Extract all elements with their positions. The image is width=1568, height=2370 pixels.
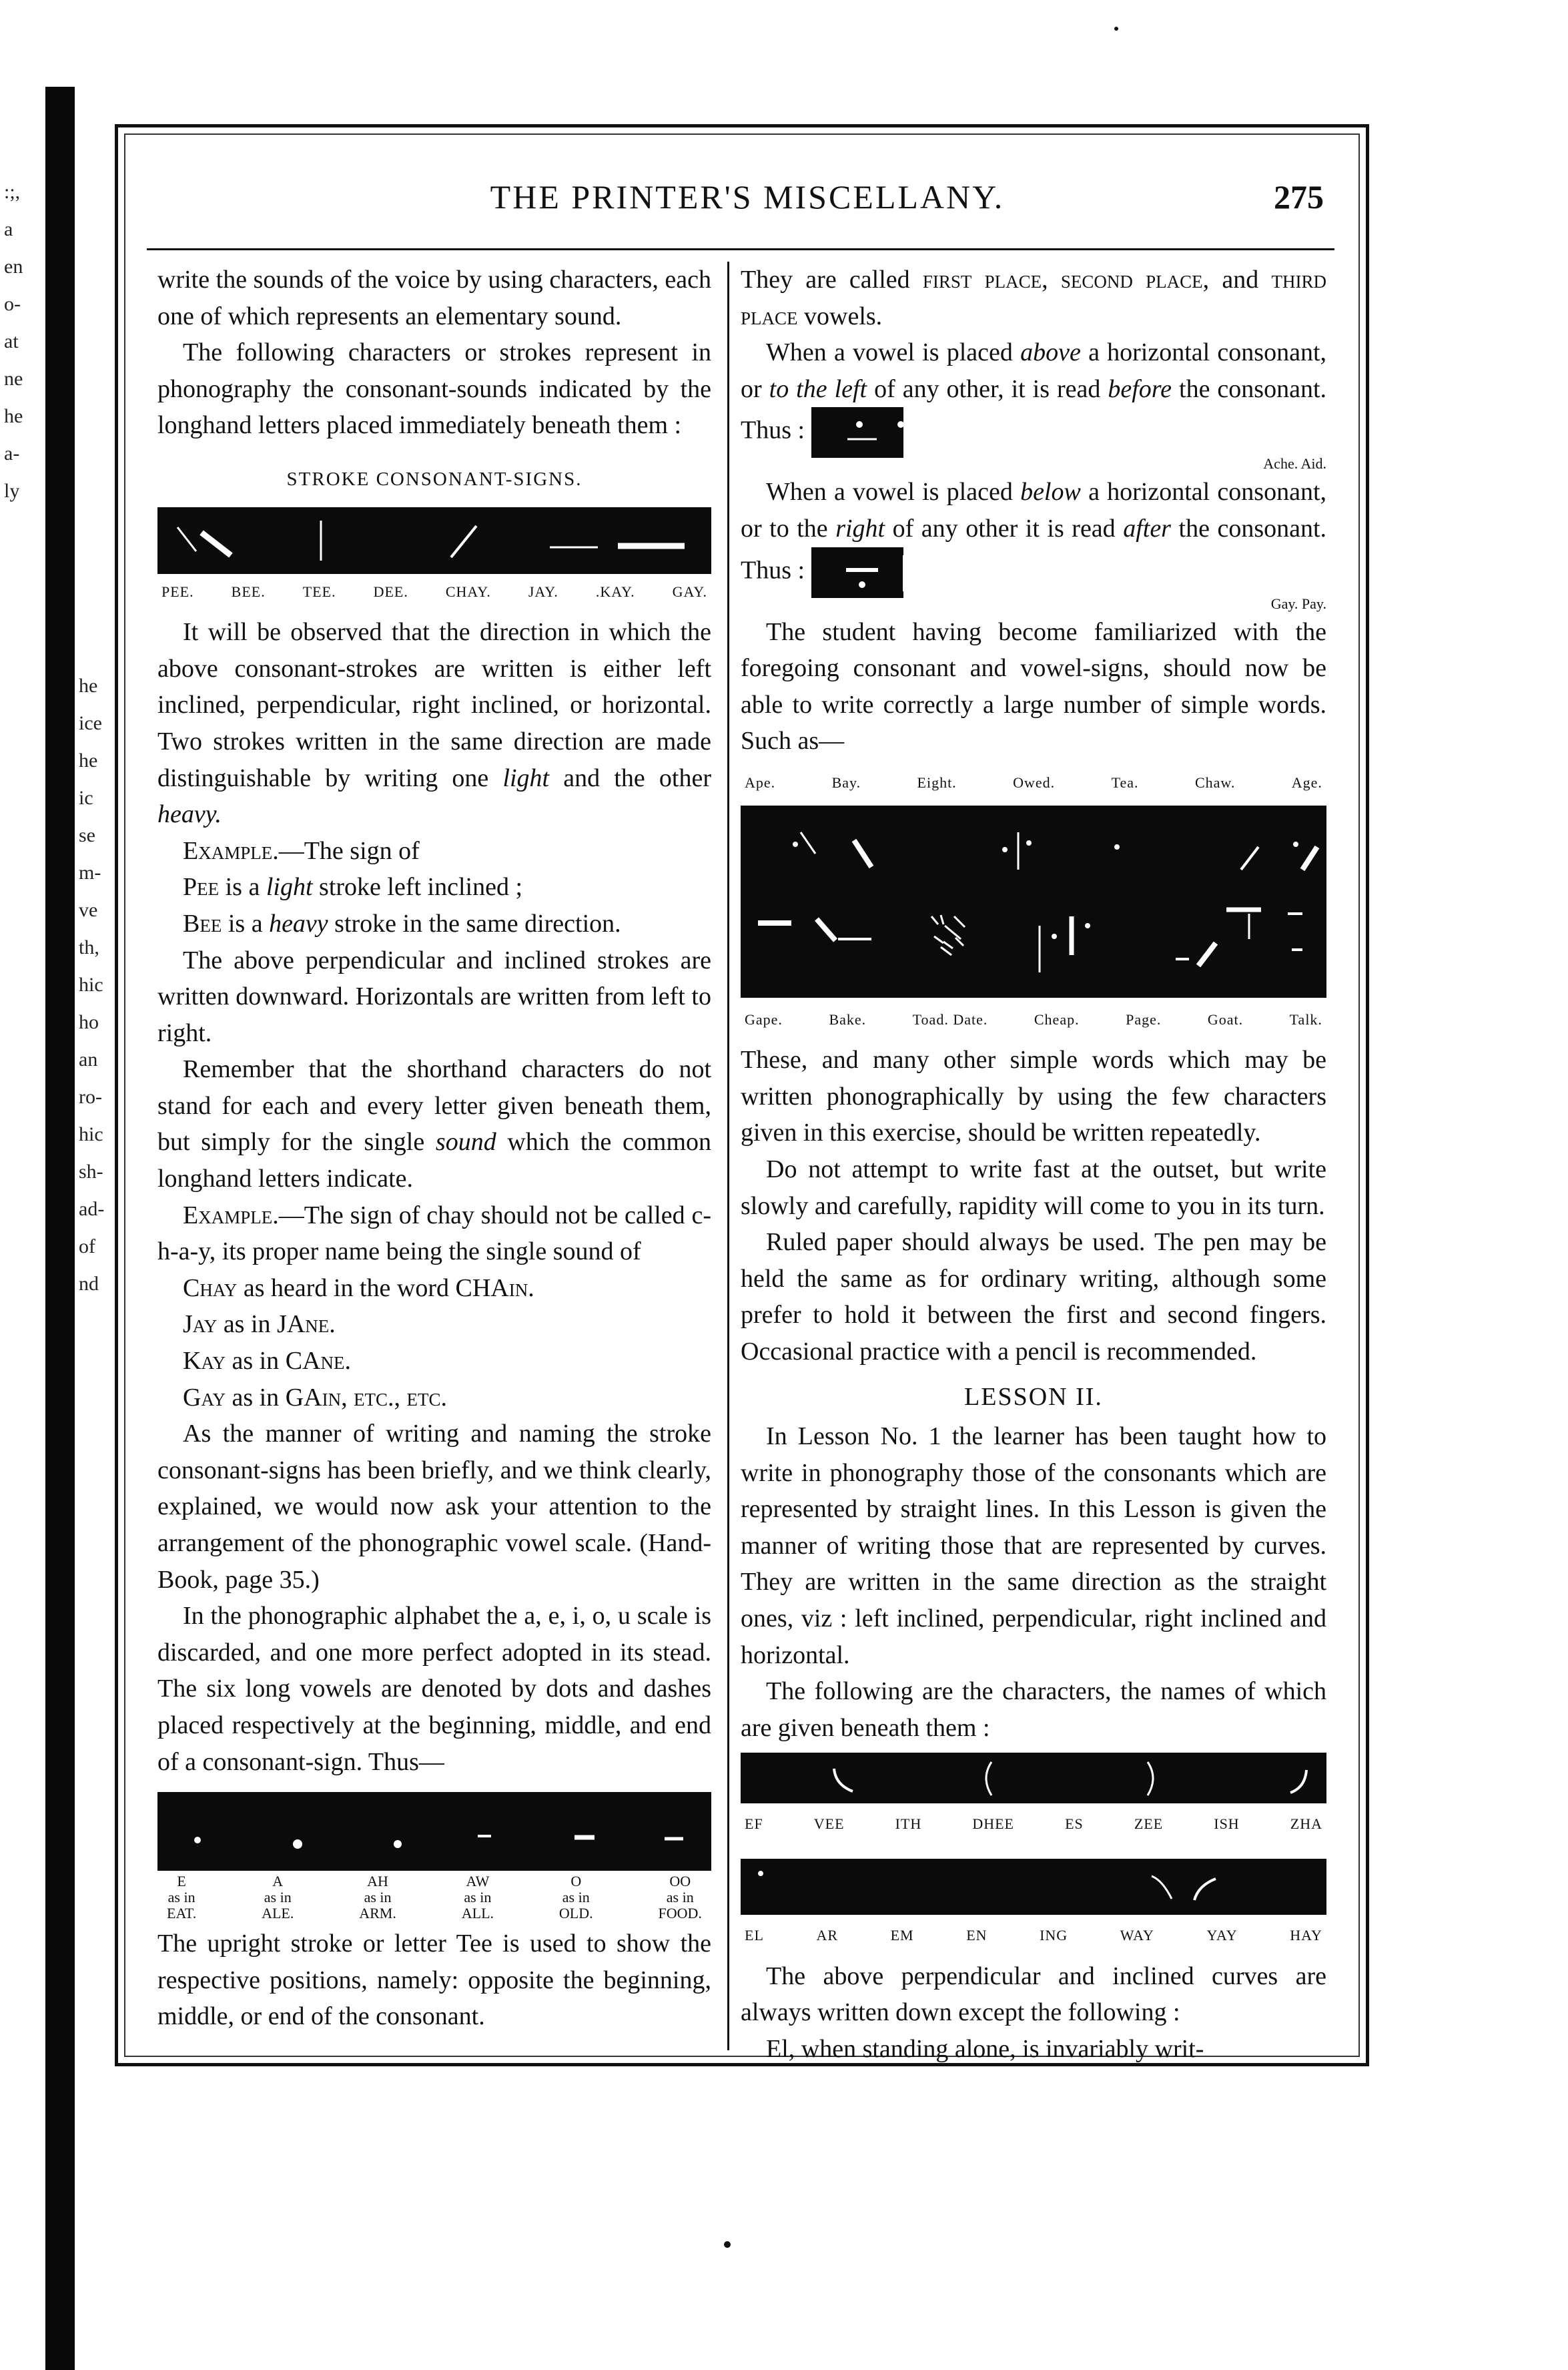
margin-fragment: :;,	[4, 181, 21, 203]
margin-fragment: nd	[79, 1273, 99, 1295]
stroke-label: DEE.	[373, 583, 408, 600]
vowel-dot	[293, 1839, 302, 1849]
paragraph: The following characters or strokes represent in phonography the consonant-sounds indicated by the longhand letters placed immediately beneath them :	[157, 338, 711, 440]
curve-signs-figure-1	[741, 1753, 1326, 1803]
running-title: THE PRINTER'S MISCELLANY.	[490, 178, 1005, 216]
margin-fragment: ve	[79, 899, 98, 921]
margin-fragment: sh-	[79, 1161, 103, 1183]
margin-fragment: an	[79, 1049, 98, 1071]
word-label: Page.	[1126, 1010, 1162, 1028]
margin-fragment: of	[79, 1235, 95, 1257]
figure-caption: Gay. Pay.	[1270, 595, 1326, 612]
ache-aid-figure	[811, 407, 903, 458]
margin-fragment: ice	[79, 712, 102, 734]
word-label: Bay.	[831, 774, 861, 791]
stroke-label: PEE.	[161, 583, 194, 600]
curve-label: ZHA	[1290, 1815, 1322, 1833]
bee-stroke	[202, 533, 231, 555]
curve-signs-figure-2	[741, 1859, 1326, 1915]
example-line: Bee is a heavy stroke in the same direction.	[183, 909, 621, 938]
curve-label: ITH	[895, 1815, 922, 1833]
word-labels-bottom	[741, 1002, 1326, 1039]
paragraph: Do not attempt to write fast at the outset, but write slowly and carefully, rapidity will come to you in its turn.	[741, 1155, 1326, 1220]
paragraph: The above perpendicular and inclined strokes are written downward. Horizontals are written from left to right.	[157, 946, 711, 1047]
paragraph: El, when standing alone, is invariably writ-	[766, 2034, 1204, 2063]
example-line: Chay as heard in the word CHAin.	[183, 1273, 534, 1302]
paragraph: The above perpendicular and inclined curves are always written down except the following :	[741, 1962, 1326, 2027]
vowel-label: E as in EAT.	[167, 1873, 197, 1922]
curve-label: VEE	[813, 1815, 845, 1833]
word-label: Owed.	[1013, 774, 1056, 791]
paragraph: It will be observed that the direction in which the above consonant-strokes are written is either left inclined, perpendicular, right inclined, or horizontal. Two strokes written in the same direction are made distinguishable by writing one light and the other heavy.	[157, 618, 712, 829]
word-label: Cheap.	[1034, 1010, 1080, 1028]
margin-fragment: ne	[4, 368, 23, 390]
word-label: Talk.	[1289, 1010, 1322, 1028]
word-label: Ape.	[745, 774, 776, 791]
vowel-scale-plate	[157, 1792, 711, 1871]
curve-signs-plate-2	[741, 1859, 1326, 1915]
paragraph: In Lesson No. 1 the learner has been taught how to write in phonography those of the consonants which are represented by straight lines. In this Lesson is given the manner of writing those that are represented by curves. They are written in the same direction as the straight ones, viz : left inclined, perpendicular, right inclined and horizontal.	[741, 1422, 1326, 1669]
margin-fragments-inner	[79, 667, 119, 1303]
curve-label: EF	[745, 1815, 763, 1833]
margin-fragment: m-	[79, 862, 101, 884]
header-rule	[147, 248, 1334, 250]
margin-fragment: o-	[4, 293, 21, 315]
ink-speck	[724, 2241, 731, 2248]
word-labels-top	[741, 765, 1326, 802]
vowel-label: OO as in FOOD.	[658, 1873, 702, 1922]
margin-fragment: ho	[79, 1011, 99, 1033]
curve-label: EN	[966, 1927, 988, 1944]
stroke-label: GAY.	[672, 583, 707, 600]
chay-stroke	[451, 526, 476, 557]
curve-label: ISH	[1214, 1815, 1240, 1833]
page-number: 275	[1274, 178, 1324, 216]
left-column	[157, 262, 711, 2035]
gay-pay-figure	[811, 547, 903, 598]
vowel-dot	[194, 1837, 201, 1843]
curve-signs-plate-1	[741, 1753, 1326, 1803]
curve-labels-1	[741, 1806, 1326, 1843]
stroke-labels	[157, 574, 711, 611]
paragraph: When a vowel is placed below a horizontal consonant, or to the right of any other it is read after the consonant. Thus :	[741, 474, 1326, 597]
curve-label: YAY	[1206, 1927, 1238, 1944]
paragraph: These, and many other simple words which may be written phonographically by using the few characters given in this exercise, should be written repeatedly.	[741, 1046, 1326, 1147]
paragraph: The following are the characters, the names of which are given beneath them :	[741, 1677, 1326, 1742]
vowel-scale-figure	[157, 1792, 711, 1871]
paragraph: They are called first place, second place, and third place vowels.	[741, 266, 1327, 330]
margin-fragment: at	[4, 330, 19, 352]
stroke-label: .KAY.	[595, 583, 635, 600]
curve-label: ING	[1040, 1927, 1068, 1944]
page-header	[147, 175, 1348, 222]
vowel-dot	[394, 1840, 402, 1848]
example-line: Example.—The sign of chay should not be called c-h-a-y, its proper name being the single sound of	[157, 1201, 711, 1266]
paragraph: Ruled paper should always be used. The pen may be held the same as for ordinary writing, although some prefer to hold it between the first and second fingers. Occasional practice with a pencil is recommended.	[741, 1228, 1326, 1366]
margin-fragment: a	[4, 218, 13, 240]
paragraph: As the manner of writing and naming the stroke consonant-signs has been briefly, and we think clearly, explained, we would now ask your attention to the arrangement of the phonographic vowel scale. (Hand-Book, page 35.)	[157, 1420, 711, 1594]
paragraph: In the phonographic alphabet the a, e, i, o, u scale is discarded, and one more perfect adopted in its stead. The six long vowels are denoted by dots and dashes placed respectively at the beginning, middle, and end of a consonant-sign. Thus—	[157, 1602, 711, 1776]
word-label: Tea.	[1111, 774, 1139, 791]
paragraph: Remember that the shorthand characters do not stand for each and every letter given beneath them, but simply for the single sound which the common longhand letters indicate.	[157, 1055, 712, 1193]
example-line: Gay as in GAin, etc., etc.	[183, 1383, 448, 1412]
margin-fragment: ly	[4, 480, 20, 502]
curve-labels-2	[741, 1917, 1326, 1954]
margin-fragment: he	[79, 750, 98, 772]
binding-gutter	[45, 87, 75, 2370]
stroke-consonant-figure	[157, 507, 711, 574]
word-label: Chaw.	[1194, 774, 1236, 791]
example-line: Kay as in CAne.	[183, 1347, 351, 1376]
word-label: Age.	[1291, 774, 1322, 791]
word-label: Goat.	[1207, 1010, 1244, 1028]
word-label: Gape.	[745, 1010, 783, 1028]
word-label: Bake.	[829, 1010, 867, 1028]
word-label: Eight.	[917, 774, 957, 791]
margin-fragment: hic	[79, 974, 103, 996]
word-label: Toad. Date.	[912, 1010, 988, 1028]
curve-label: DHEE	[972, 1815, 1014, 1833]
stroke-label: JAY.	[528, 583, 558, 600]
example-line: Pee is a light stroke left inclined ;	[183, 873, 522, 902]
example-line: Example.—The sign of	[183, 836, 420, 865]
margin-fragment: hic	[79, 1123, 103, 1145]
margin-fragment: ic	[79, 787, 93, 809]
margin-fragment: a-	[4, 442, 20, 465]
section-heading: STROKE CONSONANT-SIGNS.	[286, 468, 582, 490]
curve-label: EM	[890, 1927, 914, 1944]
vowel-label: AW as in ALL.	[461, 1873, 494, 1922]
curve-label: ZEE	[1134, 1815, 1164, 1833]
stroke-label: TEE.	[302, 583, 336, 600]
margin-fragment: he	[79, 675, 98, 697]
lesson-title: LESSON II.	[964, 1383, 1103, 1412]
curve-label: WAY	[1120, 1927, 1154, 1944]
word-outlines-figure	[741, 806, 1326, 998]
paragraph: write the sounds of the voice by using characters, each one of which represents an elementary sound.	[157, 266, 711, 330]
right-column	[741, 262, 1326, 2067]
example-line: Jay as in JAne.	[183, 1310, 336, 1339]
paragraph: The student having become familiarized with the foregoing consonant and vowel-signs, should now be able to write correctly a large number of simple words. Such as—	[741, 617, 1326, 756]
vowel-labels	[157, 1873, 711, 1921]
paragraph: When a vowel is placed above a horizontal consonant, or to the left of any other, it is read before the consonant. Thus :	[741, 334, 1326, 458]
margin-fragment: se	[79, 824, 95, 846]
stroke-label: BEE.	[231, 583, 266, 600]
paragraph: The upright stroke or letter Tee is used to show the respective positions, namely: opposite the beginning, middle, or end of the consonant.	[157, 1930, 711, 2031]
figure-caption: Ache. Aid.	[1263, 455, 1326, 473]
margin-fragment: en	[4, 256, 23, 278]
stroke-label: CHAY.	[445, 583, 491, 600]
pee-stroke	[177, 527, 196, 551]
margin-fragment: th,	[79, 936, 99, 958]
margin-fragment: ro-	[79, 1086, 102, 1108]
vowel-label: AH as in ARM.	[359, 1873, 396, 1922]
column-rule	[727, 262, 729, 2050]
margin-fragment: he	[4, 405, 23, 427]
vowel-label: A as in ALE.	[262, 1873, 294, 1922]
stroke-consonant-plate	[157, 507, 711, 574]
margin-fragments-left	[4, 174, 44, 510]
margin-fragment: ad-	[79, 1198, 105, 1220]
vowel-label: O as in OLD.	[558, 1873, 593, 1922]
curve-label: ES	[1065, 1815, 1084, 1833]
ink-speck	[1114, 27, 1118, 31]
word-outlines-plate	[741, 806, 1326, 998]
curve-label: EL	[745, 1927, 764, 1944]
curve-label: HAY	[1290, 1927, 1322, 1944]
curve-label: AR	[816, 1927, 839, 1944]
